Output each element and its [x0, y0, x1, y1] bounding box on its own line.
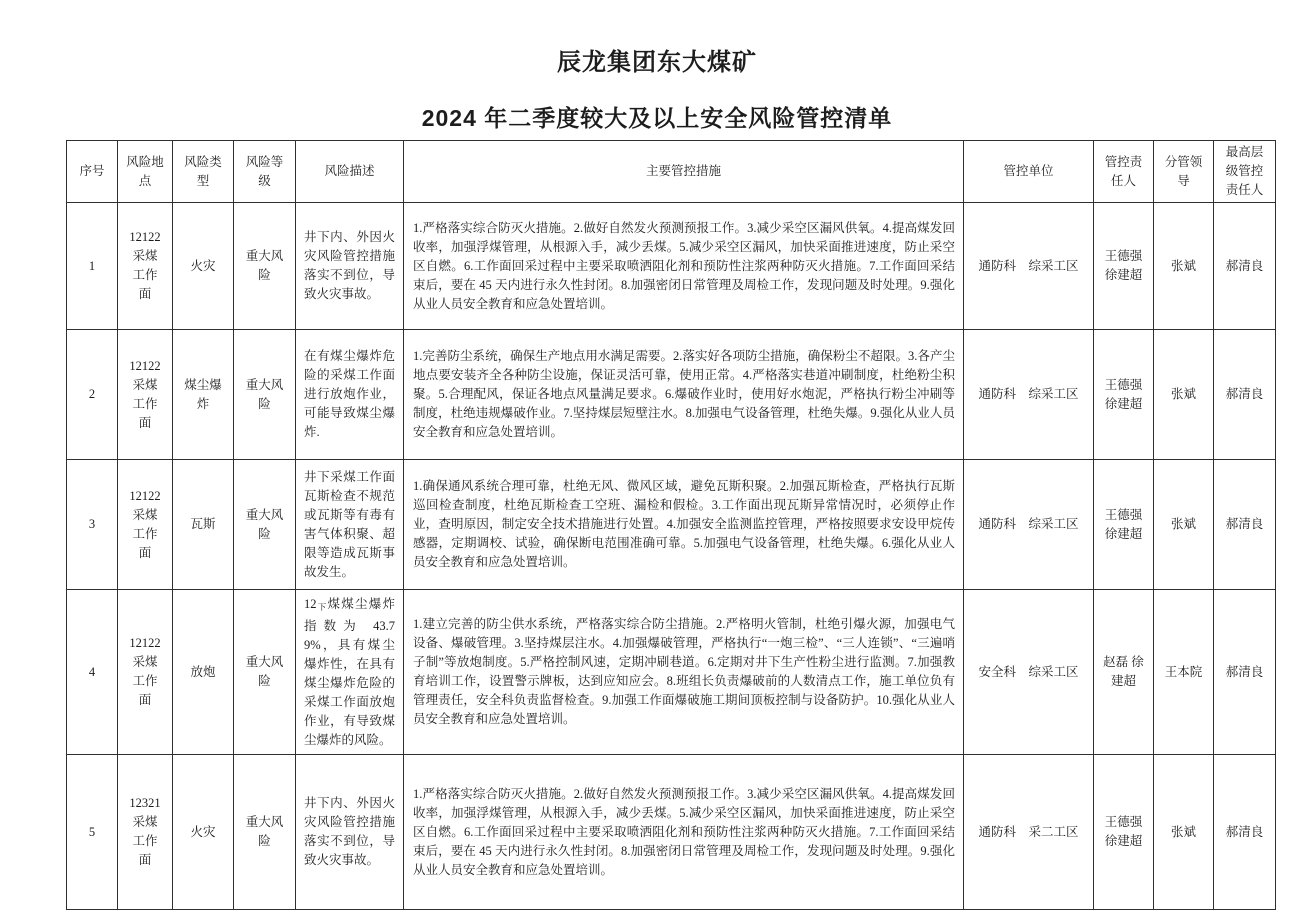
- cell-risk-description: 井下内、外因火灾风险管控措施落实不到位，导致火灾事故。: [296, 203, 404, 330]
- table-row: [67, 755, 1276, 910]
- cell-responsible: 王德强 徐建超: [1094, 755, 1154, 910]
- cell-top-responsible: 郝清良: [1214, 330, 1276, 460]
- cell-serial: 1: [67, 203, 118, 330]
- table-header-row: [67, 141, 1276, 203]
- cell-measures: 1.严格落实综合防灭火措施。2.做好自然发火预测预报工作。3.减少采空区漏风供氧。4.提高煤发回收率，加强浮煤管理，从根源入手，减少丢煤。5.减少采空区漏风，加快采面推进速度，防止采空区自燃。6.工作面回采过程中主要采取喷洒阻化剂和预防性注浆两种防灭火措施。7.工作面回采结束后，要在 45 天内进行永久性封闭。8.加强密闭日常管理及周检工作，发现问题及时处理。9.强化从业人员安全教育和应急处置培训。: [404, 203, 964, 330]
- risk-control-table: [66, 140, 1276, 910]
- cell-location: 12321 采煤工作面: [118, 755, 173, 910]
- table-row: [67, 460, 1276, 590]
- cell-top-responsible: 郝清良: [1214, 203, 1276, 330]
- cell-risk-type: 放炮: [173, 590, 234, 755]
- table-row: [67, 330, 1276, 460]
- cell-risk-description: 井下内、外因火灾风险管控措施落实不到位，导致火灾事故。: [296, 755, 404, 910]
- cell-control-unit: 通防科 综采工区: [964, 460, 1094, 590]
- description-subscript: 下: [316, 601, 328, 612]
- header-location: 风险地点: [118, 141, 173, 203]
- cell-location: 12122 采煤工作面: [118, 460, 173, 590]
- cell-risk-level: 重大风险: [234, 460, 296, 590]
- table-row: [67, 590, 1276, 755]
- header-top-responsible: 最高层级管控责任人: [1214, 141, 1276, 203]
- cell-risk-description: 井下采煤工作面瓦斯检查不规范或瓦斯等有毒有害气体积聚、超限等造成瓦斯事故发生。: [296, 460, 404, 590]
- page-subtitle: 2024 年二季度较大及以上安全风险管控清单: [421, 105, 893, 131]
- header-risk-level: 风险等级: [234, 141, 296, 203]
- cell-serial: 5: [67, 755, 118, 910]
- cell-risk-level: 重大风险: [234, 203, 296, 330]
- cell-responsible: 王德强 徐建超: [1094, 460, 1154, 590]
- header-serial: 序号: [67, 141, 118, 203]
- cell-control-unit: 通防科 采二工区: [964, 755, 1094, 910]
- cell-risk-level: 重大风险: [234, 755, 296, 910]
- cell-leader: 张斌: [1154, 460, 1214, 590]
- cell-risk-type: 火灾: [173, 203, 234, 330]
- table-row: [67, 203, 1276, 330]
- cell-location: 12122 采煤工作面: [118, 590, 173, 755]
- cell-serial: 3: [67, 460, 118, 590]
- cell-leader: 张斌: [1154, 203, 1214, 330]
- cell-responsible: 王德强 徐建超: [1094, 203, 1154, 330]
- cell-location: 12122 采煤工作面: [118, 203, 173, 330]
- cell-measures: 1.建立完善的防尘供水系统，严格落实综合防尘措施。2.严格明火管制，杜绝引爆火源，加强电气设备、爆破管理。3.坚持煤层注水。4.加强爆破管理，严格执行“一炮三检”、“三人连锁”、“三遍哨子制”等放炮制度。5.严格控制风速，定期冲刷巷道。6.定期对井下生产性粉尘进行监测。7.加强教育培训工作，设置警示牌板，达到应知应会。8.班组长负责爆破前的人数清点工作，施工单位负有管理责任，安全科负责监督检查。9.加强工作面爆破施工期间顶板控制与设备防护。10.强化从业人员安全教育和应急处置培训。: [404, 590, 964, 755]
- cell-control-unit: 安全科 综采工区: [964, 590, 1094, 755]
- cell-top-responsible: 郝清良: [1214, 460, 1276, 590]
- cell-leader: 王本院: [1154, 590, 1214, 755]
- cell-risk-type: 火灾: [173, 755, 234, 910]
- cell-top-responsible: 郝清良: [1214, 755, 1276, 910]
- cell-top-responsible: 郝清良: [1214, 590, 1276, 755]
- cell-measures: 1.严格落实综合防灭火措施。2.做好自然发火预测预报工作。3.减少采空区漏风供氧。4.提高煤发回收率，加强浮煤管理，从根源入手，减少丢煤。5.减少采空区漏风，加快采面推进速度，防止采空区自燃。6.工作面回采过程中主要采取喷洒阻化剂和预防性注浆两种防灭火措施。7.工作面回采结束后，要在 45 天内进行永久性封闭。8.加强密闭日常管理及周检工作，发现问题及时处理。9.强化从业人员安全教育和应急处置培训。: [404, 755, 964, 910]
- description-prefix: 12: [304, 596, 317, 611]
- cell-location: 12122 采煤工作面: [118, 330, 173, 460]
- cell-measures: 1.确保通风系统合理可靠，杜绝无风、微风区域，避免瓦斯积聚。2.加强瓦斯检查，严格执行瓦斯巡回检查制度，杜绝瓦斯检查工空班、漏检和假检。3.工作面出现瓦斯异常情况时，必须停止作业，查明原因，制定安全技术措施进行处置。4.加强安全监测监控管理，严格按照要求安设甲烷传感器，定期调校、试验，确保断电范围准确可靠。5.加强电气设备管理，杜绝失爆。6.强化从业人员安全教育和应急处置培训。: [404, 460, 964, 590]
- cell-leader: 张斌: [1154, 755, 1214, 910]
- cell-responsible: 王德强 徐建超: [1094, 330, 1154, 460]
- cell-risk-type: 煤尘爆炸: [173, 330, 234, 460]
- header-measures: 主要管控措施: [404, 141, 964, 203]
- cell-risk-type: 瓦斯: [173, 460, 234, 590]
- description-body: 煤煤尘爆炸指数为 43.79%，具有煤尘爆炸性，在具有煤尘爆炸危险的采煤工作面放炮作业，有导致煤尘爆炸的风险。: [304, 596, 395, 747]
- cell-measures: 1.完善防尘系统，确保生产地点用水满足需要。2.落实好各项防尘措施，确保粉尘不超限。3.各产尘地点要安装齐全各种防尘设施，保证灵活可靠，使用正常。4.严格落实巷道冲刷制度，杜绝粉尘积聚。5.合理配风，保证各地点风量满足要求。6.爆破作业时，使用好水炮泥，严格执行粉尘冲刷等制度，杜绝违规爆破作业。7.坚持煤层短壁注水。8.加强电气设备管理，杜绝失爆。9.强化从业人员安全教育和应急处置培训。: [404, 330, 964, 460]
- cell-serial: 2: [67, 330, 118, 460]
- cell-control-unit: 通防科 综采工区: [964, 330, 1094, 460]
- header-risk-type: 风险类型: [173, 141, 234, 203]
- cell-risk-level: 重大风险: [234, 330, 296, 460]
- header-leader: 分管领导: [1154, 141, 1214, 203]
- cell-responsible: 赵磊 徐建超: [1094, 590, 1154, 755]
- header-responsible: 管控责任人: [1094, 141, 1154, 203]
- header-risk-description: 风险描述: [296, 141, 404, 203]
- cell-serial: 4: [67, 590, 118, 755]
- cell-risk-level: 重大风险: [234, 590, 296, 755]
- page-title: 辰龙集团东大煤矿: [557, 49, 757, 76]
- cell-risk-description: 在有煤尘爆炸危险的采煤工作面进行放炮作业，可能导致煤尘爆炸.: [296, 330, 404, 460]
- header-control-unit: 管控单位: [964, 141, 1094, 203]
- cell-risk-description: [296, 590, 404, 755]
- cell-leader: 张斌: [1154, 330, 1214, 460]
- cell-control-unit: 通防科 综采工区: [964, 203, 1094, 330]
